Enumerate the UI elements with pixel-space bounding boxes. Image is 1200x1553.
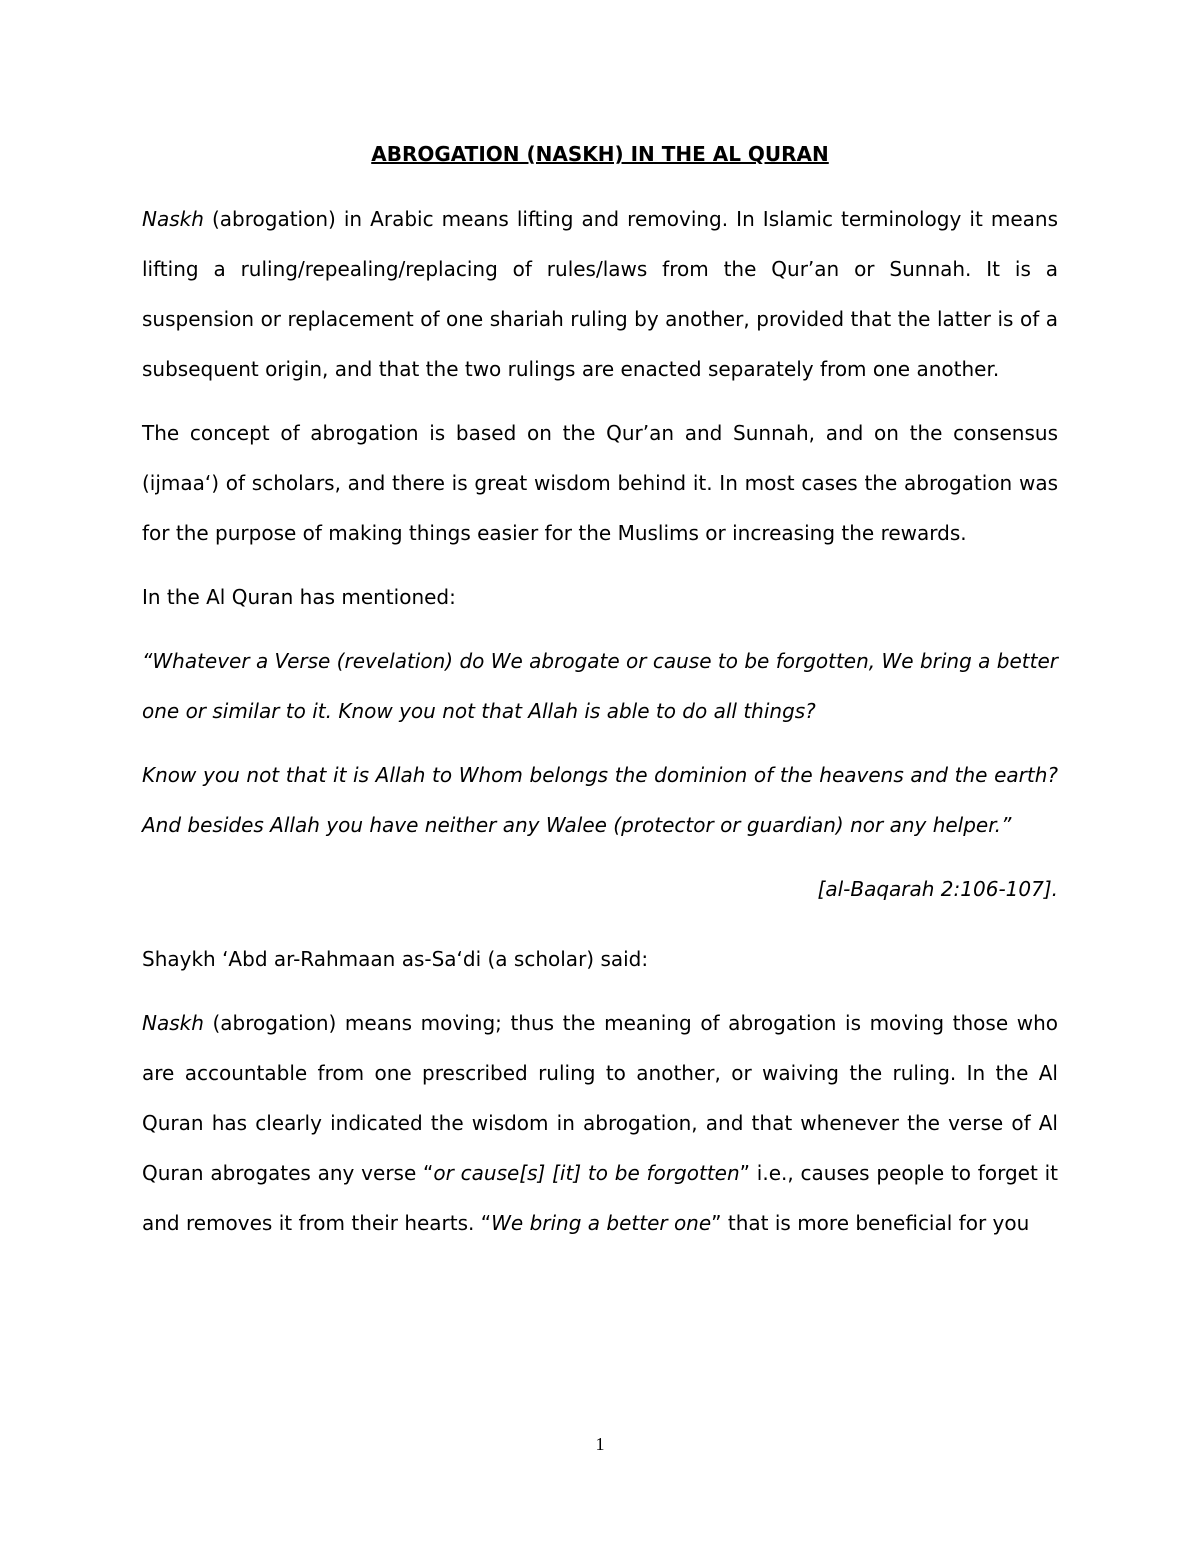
page-number: 1: [595, 1434, 605, 1454]
paragraph-text: (abrogation) in Arabic means lifting and removing. In Islamic terminology it means lifting a ruling/repealing/replacing of rules/laws from the Qur’an or Sunnah. It is a suspension or replacement of one shariah ruling by another, provided that the latter is of a subsequent origin, and that the two rulings are enacted separately from one another.: [142, 207, 1058, 381]
paragraph-text: ” that is more beneficial for you: [711, 1211, 1030, 1235]
inline-quote: or cause[s] [it] to be forgotten: [433, 1161, 740, 1185]
paragraph-text: ” i.e., causes people to forget it and removes it from their hearts. “: [142, 1161, 1058, 1235]
quran-quote-verse-106: “Whatever a Verse (revelation) do We abrogate or cause to be forgotten, We bring a better one or similar to it. Know you not that Allah is able to do all things?: [142, 649, 1058, 723]
term-naskh: Naskh: [142, 207, 204, 231]
paragraph-naskh-definition: [142, 194, 1058, 394]
document-title: ABROGATION (NASKH) IN THE AL QURAN: [371, 142, 829, 166]
paragraph-scholar-explanation: [142, 998, 1058, 1248]
document-page: [142, 138, 1058, 1248]
paragraph-mention: In the Al Quran has mentioned:: [142, 585, 456, 609]
paragraph-concept: The concept of abrogation is based on the Qur’an and Sunnah, and on the consensus (ijmaa‘) of scholars, and there is great wisdom behind it. In most cases the abrogation was for the purpose of making things easier for the Muslims or increasing the rewards.: [142, 421, 1058, 545]
paragraph-text: (abrogation) means moving; thus the meaning of abrogation is moving those who are accountable from one prescribed ruling to another, or waiving the ruling. In the Al Quran has clearly indicated the wisdom in abrogation, and that whenever the verse of Al Quran abrogates any verse “: [142, 1011, 1058, 1185]
inline-quote: We bring a better one: [491, 1211, 712, 1235]
term-naskh: Naskh: [142, 1011, 204, 1035]
quote-citation: [al-Baqarah 2:106-107].: [817, 877, 1058, 901]
paragraph-scholar-intro: Shaykh ‘Abd ar-Rahmaan as-Sa‘di (a scholar) said:: [142, 947, 649, 971]
quran-quote-verse-107: Know you not that it is Allah to Whom belongs the dominion of the heavens and the earth? And besides Allah you have neither any Walee (protector or guardian) nor any helper.”: [142, 763, 1058, 837]
